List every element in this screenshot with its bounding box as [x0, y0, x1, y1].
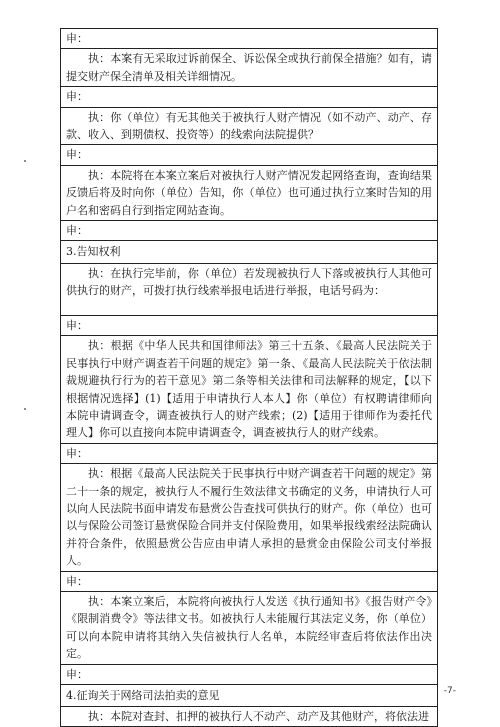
row-applicant: 申： [66, 32, 88, 45]
row-court [61, 48, 437, 86]
margin-mark [24, 160, 26, 162]
row-court-text: 执：你（单位）有无其他关于被执行人财产情况（如不动产、动产、存款、收入、到期债权、投资等）的线索向法院提供？ [66, 110, 432, 142]
row-court-text: 执：在执行完毕前，你（单位）若发现被执行人下落或被执行人其他可供执行的财产，可拨打执行线索举报电话进行举报，电话号码为： [66, 266, 432, 298]
section-heading: 4.征询关于网络司法拍卖的意见 [61, 684, 437, 706]
row-court-text: 执：本案立案后，本院将向被执行人发送《执行通知书》《报告财产令》《限制消费令》等法律文书。如被执行人未能履行其法定义务，你（单位）可以向本院申请将其纳入失信被执行人名单，本院经审查后将依法作出决定。 [66, 594, 432, 661]
row-court [61, 463, 437, 570]
row-applicant: 申： [61, 86, 437, 106]
record-table [60, 28, 438, 727]
row-court [61, 107, 437, 145]
row-court [61, 165, 437, 220]
row-court [61, 591, 437, 664]
row-applicant: 申： [61, 315, 437, 335]
row-applicant: 申： [61, 220, 437, 240]
margin-mark [24, 408, 26, 410]
page-number: -7- [443, 686, 456, 696]
row-court [61, 263, 437, 315]
row-court-text: 执：本院将在本案立案后对被执行人财产情况发起网络查询，查询结果反馈后将及时向你（单位）告知，你（单位）也可通过执行立案时告知的用户名和密码自行到指定网站查询。 [66, 168, 432, 217]
section-heading: 3.告知权利 [61, 240, 437, 262]
row-court-text: 执：根据《最高人民法院关于民事执行中财产调查若干问题的规定》第二十一条的规定，被执行人不履行生效法律文书确定的义务，申请执行人可以向人民法院书面申请发布悬赏公告查找可供执行的财产。你（单位）也可以与保险公司签订悬赏保险合同并支付保险费用，如果举报线索经法院确认并符合条件，依照悬赏公告应由申请人承担的悬赏金由保险公司支付举报人。 [66, 467, 432, 568]
row-applicant: 申： [61, 144, 437, 164]
row-court [61, 335, 437, 442]
row-court-text: 执：根据《中华人民共和国律师法》第三十五条、《最高人民法院关于民事执行中财产调查若干问题的规定》第一条、《最高人民法院关于依法制裁规避执行行为的若干意见》第二条等相关法律和司法解释的规定，【以下根据情况选择】(1)【适用于申请执行人本人】你（单位）有权聘请律师向本院申请调查令，调查被执行人的财产线索；(2)【适用于律师作为委托代理人】你可以直接向本院申请调查令，调查被执行人的财产线索。 [66, 339, 432, 440]
row-court-text: 执：本案有无采取过诉前保全、诉讼保全或执行前保全措施？如有，请提交财产保全清单及相关详细情况。 [66, 52, 432, 83]
row-applicant: 申： [61, 664, 437, 684]
row-applicant: 申： [61, 571, 437, 591]
row-court [61, 706, 437, 726]
row-applicant: 申： [61, 443, 437, 463]
row-court-text: 执：本院对查封、扣押的被执行人不动产、动产及其他财产，将依法进 [88, 710, 429, 724]
